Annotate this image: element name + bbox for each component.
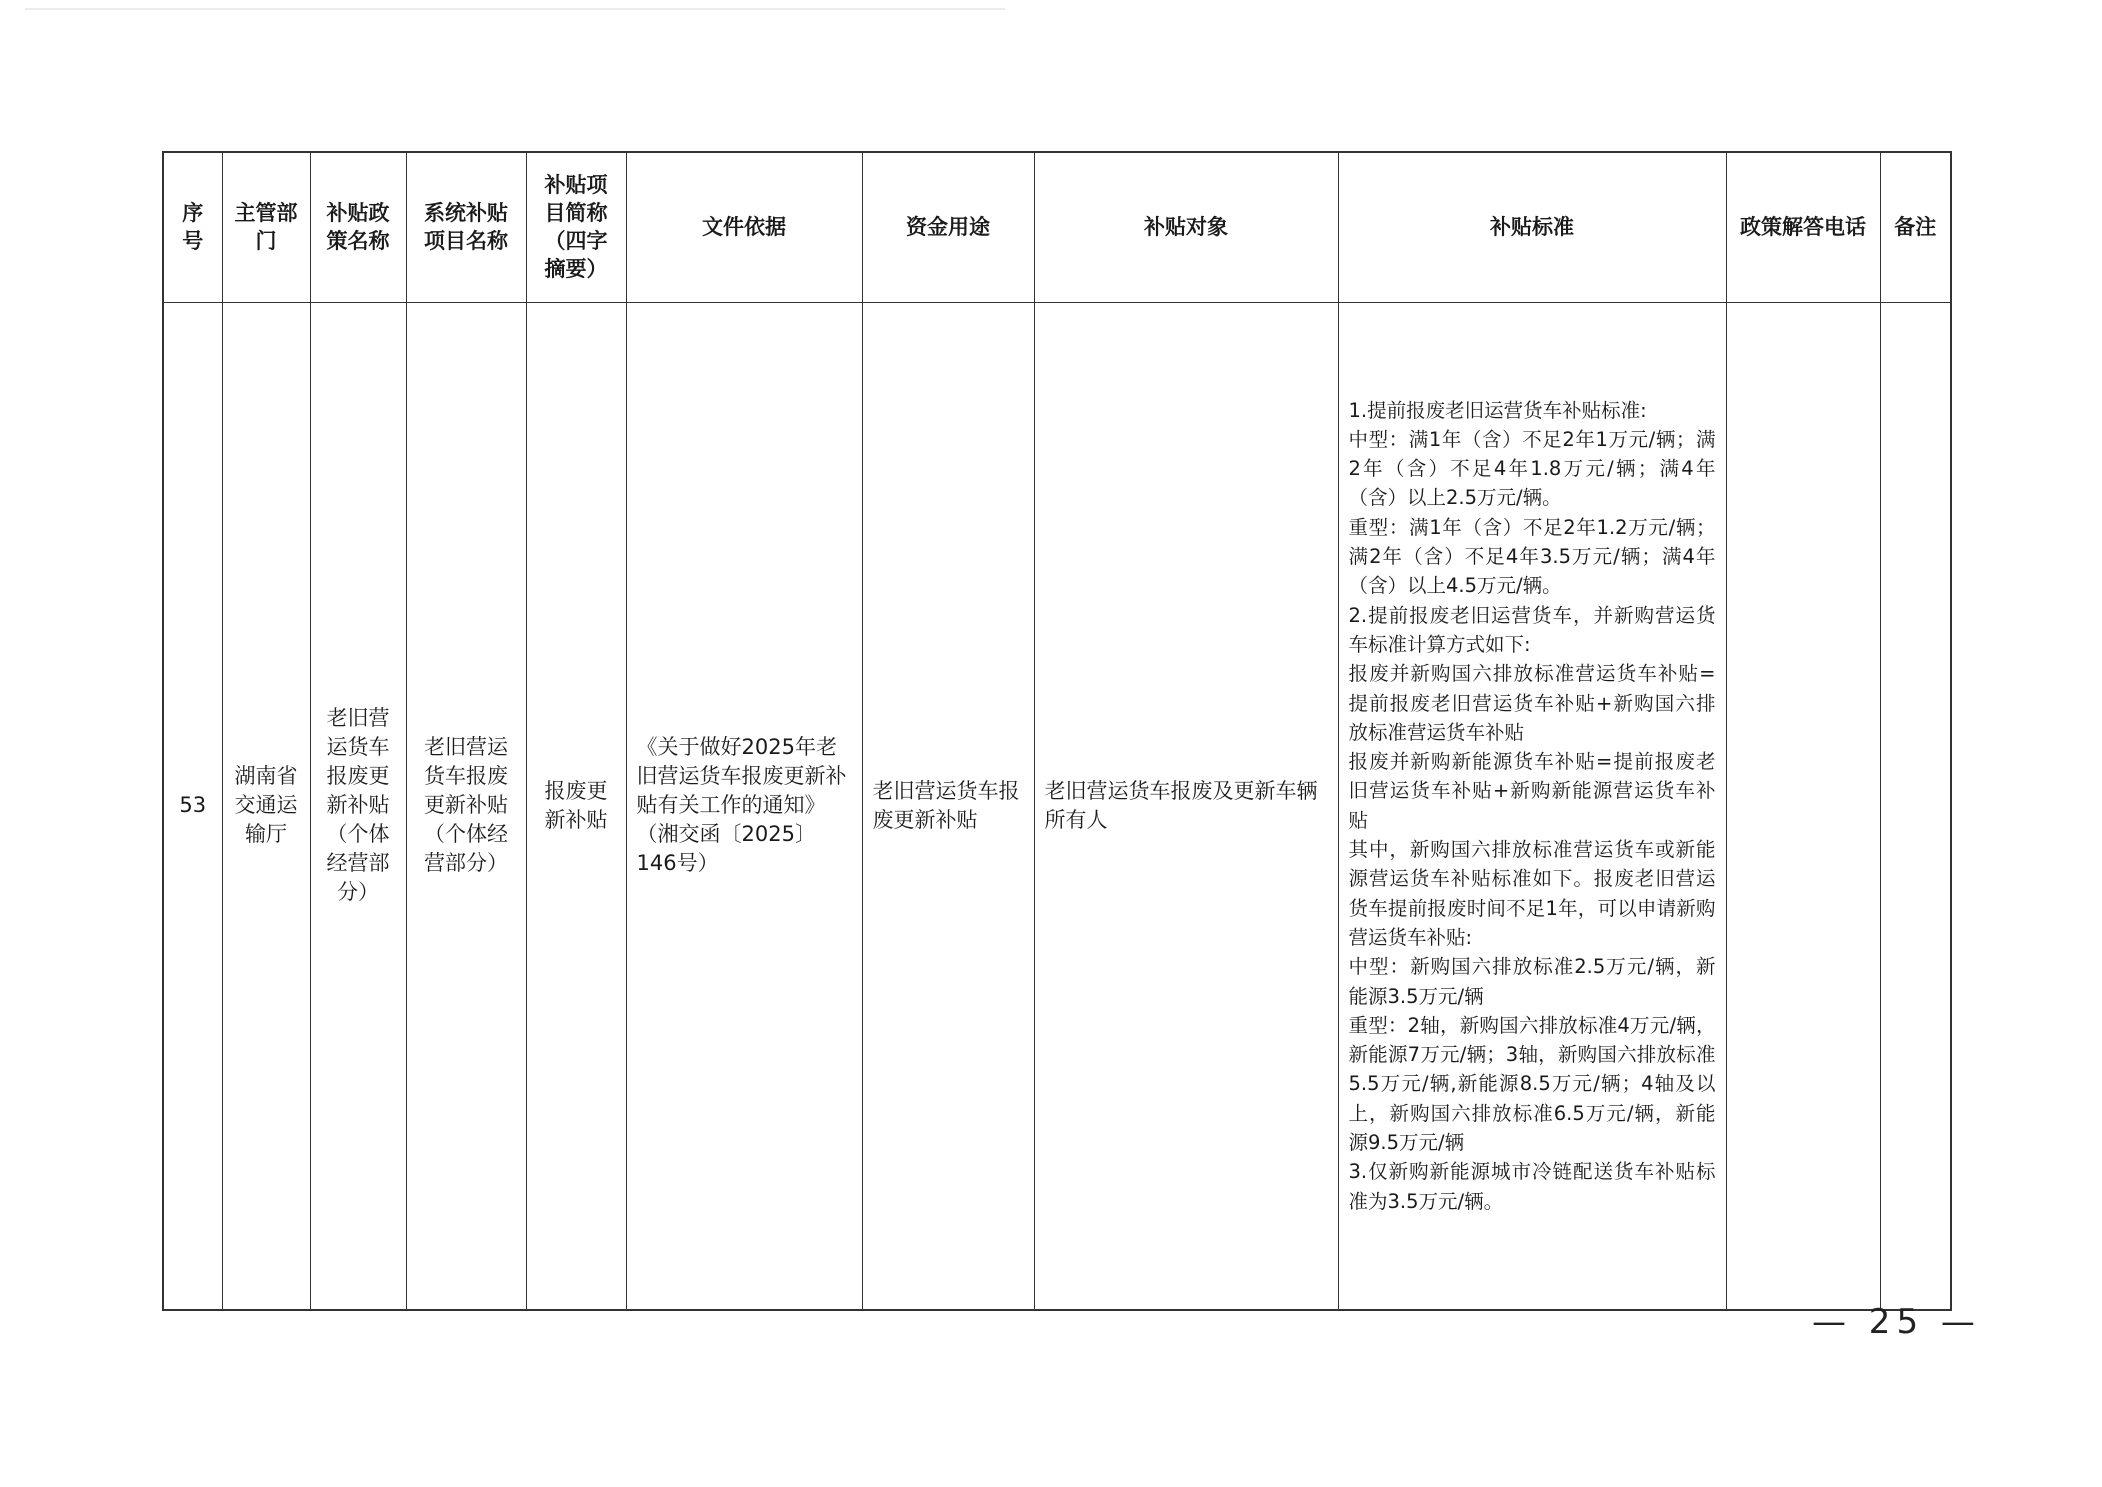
cell-target: 老旧营运货车报废及更新车辆所有人 xyxy=(1034,302,1338,1310)
standard-line: 1.提前报废老旧运营货车补贴标准: xyxy=(1348,398,1647,422)
standard-line: 中型：满1年（含）不足2年1万元/辆；满2年（含）不足4年1.8万元/辆；满4年（含）以上2.5万元/辆。 xyxy=(1348,427,1716,510)
cell-remark xyxy=(1880,302,1951,1310)
cell-basis: 《关于做好2025年老旧营运货车报废更新补贴有关工作的通知》（湘交函〔2025〕146号） xyxy=(626,302,862,1310)
header-seq: 序号 xyxy=(163,152,222,302)
header-department: 主管部门 xyxy=(222,152,310,302)
cell-policy-name: 老旧营运货车报废更新补贴（个体经营部分） xyxy=(310,302,406,1310)
standard-line: 重型：满1年（含）不足2年1.2万元/辆；满2年（含）不足4年3.5万元/辆；满4年（含）以上4.5万元/辆。 xyxy=(1348,515,1716,598)
header-hotline: 政策解答电话 xyxy=(1726,152,1880,302)
cell-department: 湖南省交通运输厅 xyxy=(222,302,310,1310)
standard-line: 中型：新购国六排放标准2.5万元/辆，新能源3.5万元/辆 xyxy=(1348,955,1716,1008)
standard-line: 报废并新购新能源货车补贴=提前报废老旧营运货车补贴+新购新能源营运货车补贴 xyxy=(1348,750,1716,832)
table-row xyxy=(163,302,1951,1310)
header-abbreviation: 补贴项目简称（四字摘要） xyxy=(526,152,626,302)
standard-line: 其中，新购国六排放标准营运货车或新能源营运货车补贴标准如下。报废老旧营运货车提前报废时间不足1年，可以申请新购营运货车补贴: xyxy=(1348,838,1716,949)
header-policy-name: 补贴政策名称 xyxy=(310,152,406,302)
cell-system-project: 老旧营运货车报废更新补贴（个体经营部分） xyxy=(406,302,526,1310)
header-basis: 文件依据 xyxy=(626,152,862,302)
standard-line: 报废并新购国六排放标准营运货车补贴=提前报废老旧营运货车补贴+新购国六排放标准营运货车补贴 xyxy=(1348,662,1716,744)
cell-standard xyxy=(1338,302,1726,1310)
header-system-project: 系统补贴项目名称 xyxy=(406,152,526,302)
cell-hotline xyxy=(1726,302,1880,1310)
subsidy-policy-table xyxy=(162,151,1952,1311)
standard-line: 重型：2轴，新购国六排放标准4万元/辆，新能源7万元/辆；3轴，新购国六排放标准5.5万元/辆,新能源8.5万元/辆；4轴及以上，新购国六排放标准6.5万元/辆，新能源9.5万元/辆 xyxy=(1348,1013,1716,1155)
page-number: — 25 — xyxy=(1812,1302,1981,1342)
header-fund-use: 资金用途 xyxy=(862,152,1034,302)
header-row xyxy=(163,152,1951,302)
header-standard: 补贴标准 xyxy=(1338,152,1726,302)
standard-line: 3.仅新购新能源城市冷链配送货车补贴标准为3.5万元/辆。 xyxy=(1348,1160,1716,1213)
cell-fund-use: 老旧营运货车报废更新补贴 xyxy=(862,302,1034,1310)
header-target: 补贴对象 xyxy=(1034,152,1338,302)
cell-abbreviation: 报废更新补贴 xyxy=(526,302,626,1310)
cell-seq: 53 xyxy=(163,302,222,1310)
header-remark: 备注 xyxy=(1880,152,1951,302)
standard-line: 2.提前报废老旧运营货车，并新购营运货车标准计算方式如下: xyxy=(1348,603,1716,656)
scan-edge-line xyxy=(25,8,1005,10)
